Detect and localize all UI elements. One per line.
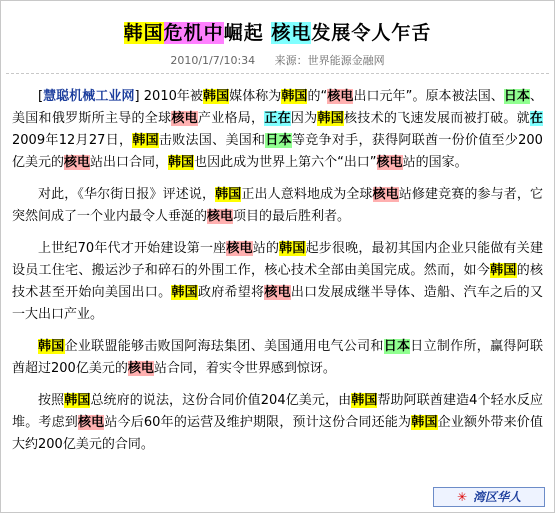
highlighted-term: 韩国 (490, 263, 517, 278)
highlighted-term: 韩国 (215, 187, 242, 202)
text-run: 企业联盟能够击败国阿海珐集团、美国通用电气公司和 (64, 339, 384, 354)
highlighted-term: 核电 (226, 241, 253, 256)
text-run: 政府希望将 (197, 285, 265, 300)
text-run: 击败法国、美国和 (158, 133, 266, 148)
text-run: 企业额外带来价值大约200亿美元的合同。 (12, 415, 543, 452)
article-paragraph (12, 390, 543, 456)
highlighted-term: 核电 (372, 187, 399, 202)
text-run: 的“ (307, 89, 328, 104)
site-watermark[interactable] (433, 487, 545, 507)
star-icon: ✳ (456, 490, 468, 504)
article-paragraph (12, 86, 543, 174)
text-run: 总统府的说法，这份合同价值204亿美元，由 (90, 393, 352, 408)
highlighted-term: 日本 (383, 339, 411, 354)
bracket: [ (38, 89, 44, 104)
article-meta (0, 52, 555, 68)
highlighted-term: 核电 (171, 111, 198, 126)
highlighted-term: 韩国 (171, 285, 198, 300)
text-run: 的核技术甚至开始向美国出口。 (12, 263, 543, 300)
highlighted-term: 核电 (207, 209, 234, 224)
highlighted-term: 日本 (503, 89, 530, 104)
highlighted-term: 在 (529, 111, 543, 126)
text-run: 日立制作所，赢得阿联酋超过200亿美元的 (12, 339, 543, 376)
text-run: 等竞争对手，获得阿联酋一份价值至少200亿美元的 (12, 133, 543, 170)
text-run: 站修建竞赛的参与者，它突然间成了一个业内最令人垂涎的 (12, 187, 543, 224)
highlighted-term: 核电 (64, 155, 91, 170)
highlighted-term: 核电 (264, 285, 291, 300)
article-paragraph (12, 184, 543, 228)
text-run: 项目的最后胜利者。 (233, 209, 351, 224)
text-run: 上世纪70年代才开始建设第一座 (38, 241, 227, 256)
text-run: 按照 (38, 393, 65, 408)
highlighted-term: 韩国 (411, 415, 438, 430)
text-run: 媒体称为 (229, 89, 282, 104)
text-run: 也因此成为世界上第六个“出口” (194, 155, 377, 170)
highlighted-term: 韩国 (132, 133, 159, 148)
text-run: 2010年被 (139, 89, 204, 104)
bracket: ] (134, 89, 140, 104)
text-run: 帮助阿联酋建造4个轻水反应堆。考虑到 (12, 393, 543, 430)
text-run: 因为 (290, 111, 318, 126)
text-run: 站的国家。 (402, 155, 468, 170)
text-run: 产业格局， (197, 111, 265, 126)
text-run: 出口发展成继半导体、造船、汽车之后的又一大出口产业。 (12, 285, 543, 322)
highlighted-term: 韩国 (317, 111, 345, 126)
brand-label: 湾区华人 (473, 490, 522, 504)
source-company-link[interactable] (38, 89, 140, 104)
highlighted-term: 日本 (265, 133, 292, 148)
highlighted-term: 韩国 (351, 393, 378, 408)
title-segment: 发展令人乍舌 (311, 22, 432, 44)
text-run: 核技术的飞速发展而被打破。就 (344, 111, 530, 126)
title-divider (6, 73, 549, 74)
title-segment: 中 (203, 22, 224, 44)
text-run: 2009年12月27日， (12, 133, 133, 148)
highlighted-term: 韩国 (281, 89, 308, 104)
highlighted-term: 核电 (77, 415, 105, 430)
highlighted-term: 韩国 (279, 241, 306, 256)
text-run: 站出口合同， (90, 155, 169, 170)
article-paragraph (12, 336, 543, 380)
highlighted-term: 核电 (376, 155, 403, 170)
text-run: 、美国和俄罗斯所主导的全球 (12, 89, 543, 126)
highlighted-term: 韩国 (168, 155, 195, 170)
highlighted-term: 韩国 (38, 339, 65, 354)
title-segment: 韩国 (123, 22, 164, 44)
text-run: 起步很晚，最初其国内企业只能做有关建设员工住宅、搬运沙子和碎石的外围工作，核心技术全部由美国完成。然而，如今 (12, 241, 543, 278)
title-segment: 核电 (271, 22, 312, 44)
title-segment: 危机 (163, 22, 204, 44)
highlighted-term: 核电 (327, 89, 354, 104)
text-run: 站的 (252, 241, 280, 256)
text-run: 站今后60年的运营及维护期限，预计这份合同还能为 (104, 415, 412, 430)
title-segment: 崛起 (223, 22, 272, 44)
source-label: 来源：世界能源金融网 (274, 54, 385, 67)
article-paragraph (12, 238, 543, 326)
highlighted-term: 正在 (264, 111, 291, 126)
publish-date: 2010/1/7/10:34 (170, 54, 256, 67)
text-run: 正出人意料地成为全球 (241, 187, 373, 202)
highlighted-term: 韩国 (64, 393, 91, 408)
article-title (0, 18, 555, 45)
company-name: 慧聪机械工业网 (43, 89, 135, 104)
text-run: 对此，《华尔街日报》评述说， (38, 187, 216, 202)
text-run: 出口元年”。原本被法国、 (353, 89, 504, 104)
article-body (12, 86, 543, 466)
text-run: 站合同，着实令世界感到惊讶。 (153, 361, 336, 376)
highlighted-term: 韩国 (203, 89, 230, 104)
highlighted-term: 核电 (127, 361, 154, 376)
